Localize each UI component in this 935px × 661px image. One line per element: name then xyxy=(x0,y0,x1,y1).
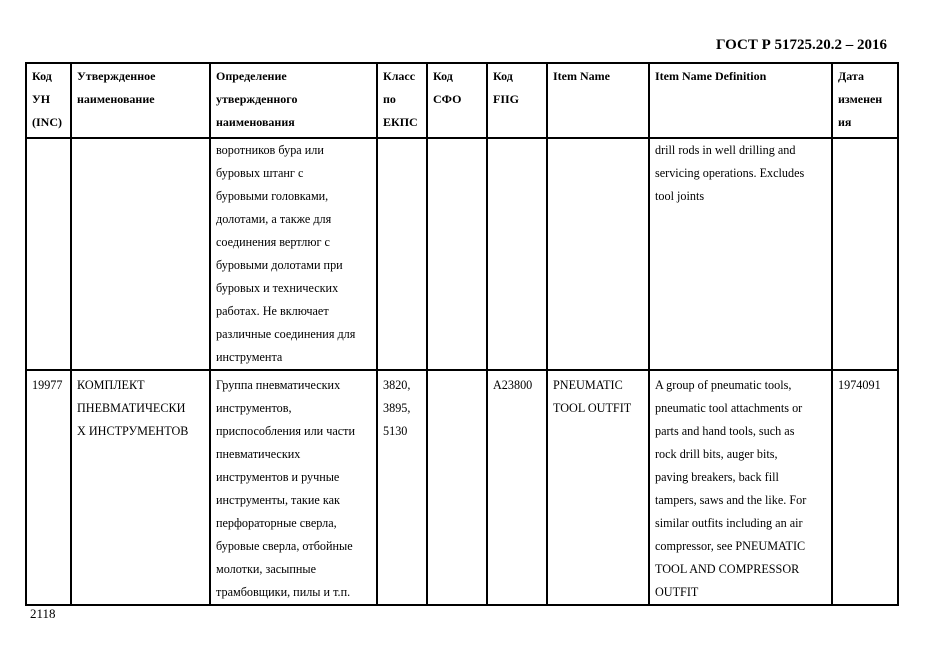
header-text: Код xyxy=(493,69,513,83)
cell-text: 1974091 xyxy=(838,378,881,392)
cell-text: A group of pneumatic tools, xyxy=(655,378,792,392)
table-header-row xyxy=(26,63,898,138)
cell-text: OUTFIT xyxy=(655,585,699,599)
cell-text: similar outfits including an air xyxy=(655,516,803,530)
cell-text: Х ИНСТРУМЕНТОВ xyxy=(77,424,189,438)
cell-text: parts and hand tools, such as xyxy=(655,424,795,438)
cell-sfo xyxy=(427,138,487,370)
cell-text: долотами, а также для xyxy=(216,212,332,226)
cell-text: TOOL OUTFIT xyxy=(553,401,632,415)
cell-text: трамбовщики, пилы и т.п. xyxy=(216,585,351,599)
cell-date xyxy=(832,138,898,370)
header-text: Код xyxy=(433,69,453,83)
cell-fiig xyxy=(487,370,547,605)
header-text: УН xyxy=(32,92,51,106)
header-text: изменен xyxy=(838,92,883,106)
header-text: по xyxy=(383,92,396,106)
table-row xyxy=(26,370,898,605)
header-definition xyxy=(210,63,377,138)
cell-text: A23800 xyxy=(493,378,533,392)
cell-class xyxy=(377,370,427,605)
page-number: 2118 xyxy=(30,606,56,621)
cell-text: TOOL AND COMPRESSOR xyxy=(655,562,800,576)
document-standard-header: ГОСТ Р 51725.20.2 – 2016 xyxy=(716,37,888,53)
table-row xyxy=(26,138,898,370)
header-item-definition xyxy=(649,63,832,138)
header-sfo xyxy=(427,63,487,138)
header-text: СФО xyxy=(433,92,462,106)
header-text: Утвержденное xyxy=(77,69,156,83)
cell-text: инструмента xyxy=(216,350,283,364)
cell-text: rock drill bits, auger bits, xyxy=(655,447,778,461)
cell-item-name xyxy=(547,138,649,370)
cell-text: буровых и технических xyxy=(216,281,339,295)
cell-item-definition xyxy=(649,370,832,605)
cell-text: tool joints xyxy=(655,189,705,203)
cell-item-definition xyxy=(649,138,832,370)
cell-text: воротников бура или xyxy=(216,143,324,157)
cell-date xyxy=(832,370,898,605)
cell-sfo xyxy=(427,370,487,605)
cell-text: инструментов и ручные xyxy=(216,470,340,484)
header-text: Код xyxy=(32,69,52,83)
header-text: Дата xyxy=(838,69,864,83)
cell-text: tampers, saws and the like. For xyxy=(655,493,807,507)
cell-inc xyxy=(26,138,71,370)
header-text: утвержденного xyxy=(216,92,298,106)
cell-text: инструменты, такие как xyxy=(216,493,340,507)
header-text: Item Name xyxy=(553,69,610,83)
cell-text: PNEUMATIC xyxy=(553,378,623,392)
cell-text: 19977 xyxy=(32,378,63,392)
header-inc xyxy=(26,63,71,138)
header-text: Определение xyxy=(216,69,287,83)
cell-text: приспособления или части xyxy=(216,424,356,438)
cell-fiig xyxy=(487,138,547,370)
header-text: FIIG xyxy=(493,92,520,106)
cell-text: молотки, засыпные xyxy=(216,562,316,576)
header-text: ия xyxy=(838,115,852,129)
cell-text: работах. Не включает xyxy=(216,304,329,318)
header-class xyxy=(377,63,427,138)
cell-text: drill rods in well drilling and xyxy=(655,143,796,157)
cell-text: 3895, xyxy=(383,401,411,415)
cell-approved-name xyxy=(71,370,210,605)
cell-text: КОМПЛЕКТ xyxy=(77,378,145,392)
header-text: Item Name Definition xyxy=(655,69,767,83)
cell-text: перфораторные сверла, xyxy=(216,516,337,530)
cell-text: compressor, see PNEUMATIC xyxy=(655,539,806,553)
header-approved-name xyxy=(71,63,210,138)
cell-text: инструментов, xyxy=(216,401,292,415)
header-fiig xyxy=(487,63,547,138)
catalog-table xyxy=(25,62,899,606)
header-text: ЕКПС xyxy=(383,115,418,129)
header-text: наименования xyxy=(216,115,295,129)
cell-text: буровыми головками, xyxy=(216,189,329,203)
cell-approved-name xyxy=(71,138,210,370)
cell-text: соединения вертлюг с xyxy=(216,235,330,249)
cell-text: paving breakers, back fill xyxy=(655,470,779,484)
header-date xyxy=(832,63,898,138)
cell-text: Группа пневматических xyxy=(216,378,341,392)
cell-text: различные соединения для xyxy=(216,327,356,341)
cell-text: 5130 xyxy=(383,424,408,438)
header-item-name xyxy=(547,63,649,138)
cell-text: ПНЕВМАТИЧЕСКИ xyxy=(77,401,186,415)
cell-text: servicing operations. Excludes xyxy=(655,166,805,180)
header-text: (INC) xyxy=(32,115,62,129)
cell-item-name xyxy=(547,370,649,605)
cell-text: буровые сверла, отбойные xyxy=(216,539,353,553)
cell-definition xyxy=(210,370,377,605)
cell-inc xyxy=(26,370,71,605)
header-text: Класс xyxy=(383,69,416,83)
cell-text: 3820, xyxy=(383,378,411,392)
header-text: наименование xyxy=(77,92,155,106)
cell-definition xyxy=(210,138,377,370)
cell-text: буровых штанг с xyxy=(216,166,304,180)
cell-text: pneumatic tool attachments or xyxy=(655,401,803,415)
cell-text: буровыми долотами при xyxy=(216,258,343,272)
cell-class xyxy=(377,138,427,370)
cell-text: пневматических xyxy=(216,447,301,461)
